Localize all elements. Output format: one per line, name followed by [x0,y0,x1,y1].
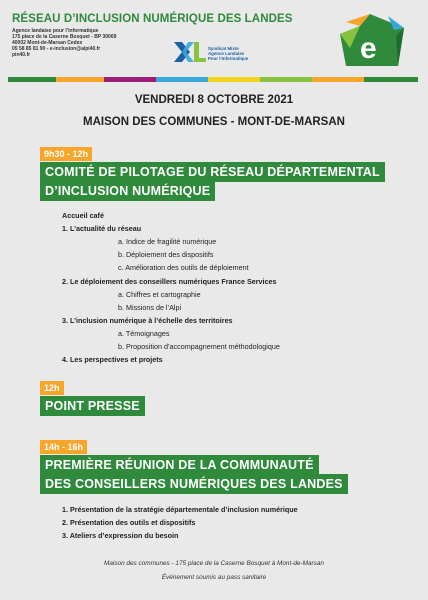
section-title: POINT PRESSE [40,396,145,416]
color-bar [8,77,418,82]
address-line: Agence landaise pour l’informatique [12,28,99,34]
time-tag: 12h [40,381,64,395]
section-title: D’INCLUSION NUMÉRIQUE [40,181,215,201]
section-title: DES CONSEILLERS NUMÉRIQUES DES LANDES [40,474,348,494]
alpi-logo-line: Pour l’Informatique [208,56,249,61]
color-bar-segment [156,77,208,82]
color-bar-segment [260,77,312,82]
agenda-item: 1. Présentation de la stratégie départementale d’inclusion numérique [62,505,298,514]
agenda-item: 4. Les perspectives et projets [62,355,163,364]
color-bar-segment [364,77,418,82]
address-line: 05 58 85 81 90 - e-inclusion@alpi40.fr [12,46,101,52]
color-bar-segment [208,77,260,82]
section-title: PREMIÈRE RÉUNION DE LA COMMUNAUTÉ [40,455,319,475]
footer-address: Maison des communes - 175 place de la Caserne Bosquet à Mont-de-Marsan [104,560,324,567]
address-line: 40002 Mont-de-Marsan Cedex [12,40,83,46]
address-block [12,28,116,58]
agenda-item: 1. L’actualité du réseau [62,224,142,233]
color-bar-segment [56,77,104,82]
agenda-subitem: b. Déploiement des dispositifs [118,250,214,259]
time-tag: 9h30 - 12h [40,147,92,161]
time-tag: 14h - 16h [40,440,87,454]
color-bar-segment [312,77,364,82]
agenda-subitem: b. Proposition d’accompagnement méthodologique [118,342,280,351]
color-bar-segment [8,77,56,82]
alpi-logo-line: Syndicat Mixte [208,46,239,51]
alpi-logo-line: Agence Landaise [208,51,245,56]
agenda-subitem: a. Chiffres et cartographie [118,290,201,299]
agenda-item: 2. Le déploiement des conseillers numériques France Services [62,277,277,286]
agenda-item: 2. Présentation des outils et dispositifs [62,518,196,527]
agenda-intro: Accueil café [62,211,104,220]
address-line: 175 place de la Caserne Bosquet - BP 30069 [12,34,117,40]
event-date: VENDREDI 8 OCTOBRE 2021 [134,94,294,106]
footer-note: Événement soumis au pass sanitaire [161,574,267,581]
alpi-logo [172,40,262,66]
e-logo-letter: e [360,32,377,65]
agenda-subitem: a. Indice de fragilité numérique [118,237,217,246]
event-venue: MAISON DES COMMUNES - MONT-DE-MARSAN [83,116,345,128]
color-bar-segment [104,77,156,82]
agenda-subitem: b. Missions de l’Alpi [118,303,182,312]
agenda-item: 3. L’inclusion numérique à l’échelle des territoires [62,316,233,325]
section-title: COMITÉ DE PILOTAGE DU RÉSEAU DÉPARTEMENTAL [40,162,385,182]
agenda-subitem: a. Témoignages [118,329,170,338]
xl-logo-icon [172,40,206,64]
agenda-item: 3. Ateliers d’expression du besoin [62,531,179,540]
network-title: RÉSEAU D’INCLUSION NUMÉRIQUE DES LANDES [12,13,293,25]
address-line: pin40.fr [12,52,31,58]
e-inclusion-logo-icon [340,14,404,66]
agenda-subitem: c. Amélioration des outils de déploiement [118,263,249,272]
